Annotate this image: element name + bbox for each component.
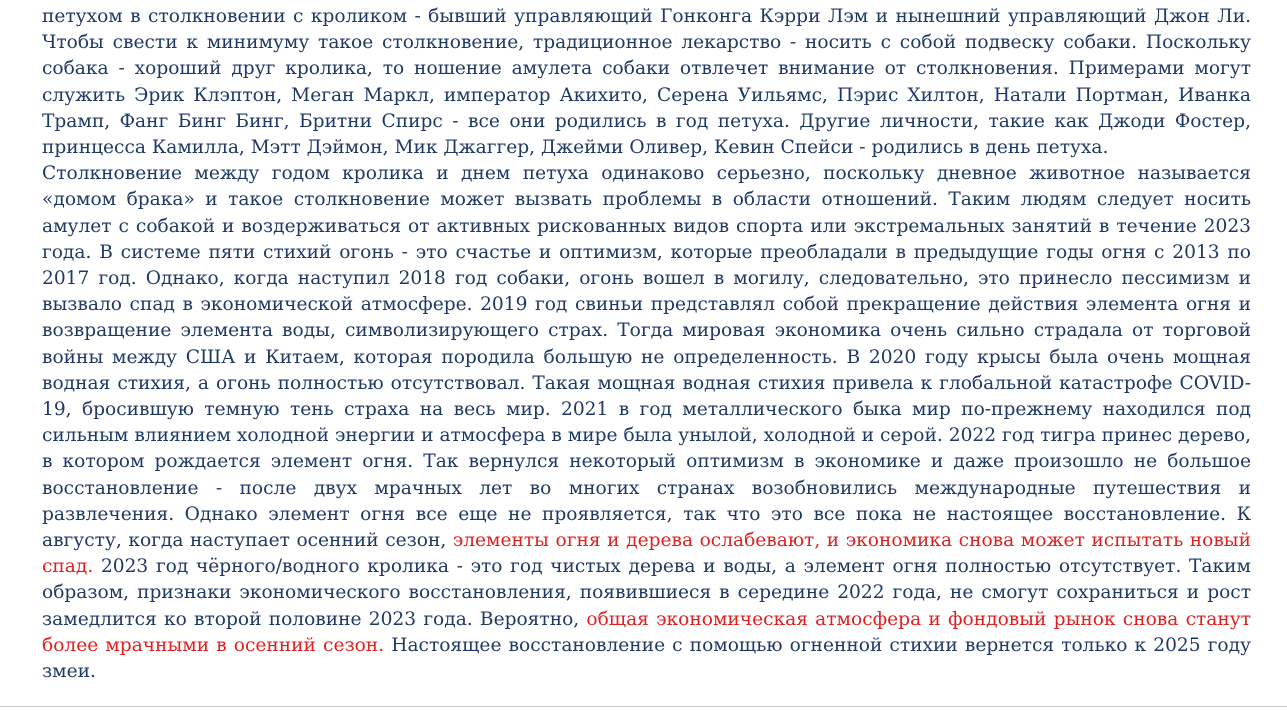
page-bottom-divider [0, 706, 1287, 707]
paragraph-2 [42, 161, 1251, 685]
highlighted-warning-text: элементы огня и дерева ослабевают, и экономика снова может испытать новый спад. [42, 530, 1251, 578]
paragraph-2-text-2: 2023 год чёрного/водного кролика - это год чистых дерева и воды, а элемент огня полностью отсутствует. Таким образом, признаки экономического восстановления, появившиеся в середине 2022 года, не смогут сохраниться и рост замедлится ко второй половине 2023 года. Вероятно, [42, 556, 1251, 630]
paragraph-2-text-3: Настоящее восстановление с помощью огненной стихии вернется только к 2025 году змеи. [42, 634, 1252, 683]
paragraph-2-text-1: Столкновение между годом кролика и днем петуха одинаково серьезно, поскольку дневное животное называется «домом брака» и такое столкновение может вызвать проблемы в области отношений. Таким людям следует носить амулет с собакой и воздерживаться от активных рискованных видов спорта или экстремальных занятий в течение 2023 года. В системе пяти стихий огонь - это счастье и оптимизм, которые преобладали в предыдущие годы огня с 2013 по 2017 год. Однако, когда наступил 2018 год собаки, огонь вошел в могилу, следовательно, это принесло пессимизм и вызвало спад в экономической атмосфере. 2019 год свиньи представлял собой прекращение действия элемента огня и возвращение элемента воды, символизирующего страх. Тогда мировая экономика очень сильно страдала от торговой войны между США и Китаем, которая породила большую не определенность. В 2020 году крысы была очень мощная водная стихия, а огонь полностью отсутствовал. Такая мощная водная стихия привела к глобальной катастрофе COVID-19, бросившую темную тень страха на весь мир. 2021 в год металлического быка мир по-прежнему находился под сильным влиянием холодной энергии и атмосфера в мире была унылой, холодной и серой. 2022 год тигра принес дерево, в котором рождается элемент огня. Так вернулся некоторый оптимизм в экономике и даже произошло не большое восстановление - после двух мрачных лет во многих странах возобновились международные путешествия и развлечения. Однако элемент огня все еще не проявляется, так что это все пока не настоящее восстановление. К августу, когда наступает осенний сезон, [42, 163, 1251, 552]
highlighted-forecast-text: общая экономическая атмосфера и фондовый рынок снова станут более мрачными в осенний сезон. [42, 608, 1251, 656]
paragraph-1: петухом в столкновении с кроликом - бывший управляющий Гонконга Кэрри Лэм и нынешний управляющий Джон Ли. Чтобы свести к минимуму такое столкновение, традиционное лекарство - носить с собой подвеску собаки. Поскольку собака - хороший друг кролика, то ношение амулета собаки отвлечет внимание от столкновения. Примерами могут служить Эрик Клэптон, Меган Маркл, император Акихито, Серена Уильямс, Пэрис Хилтон, Натали Портман, Иванка Трамп, Фанг Бинг Бинг, Бритни Спирс - все они родились в год петуха. Другие личности, такие как Джоди Фостер, принцесса Камилла, Мэтт Дэймон, Мик Джаггер, Джейми Оливер, Кевин Спейси - родились в день петуха. [42, 6, 1251, 159]
document-body [42, 4, 1251, 685]
